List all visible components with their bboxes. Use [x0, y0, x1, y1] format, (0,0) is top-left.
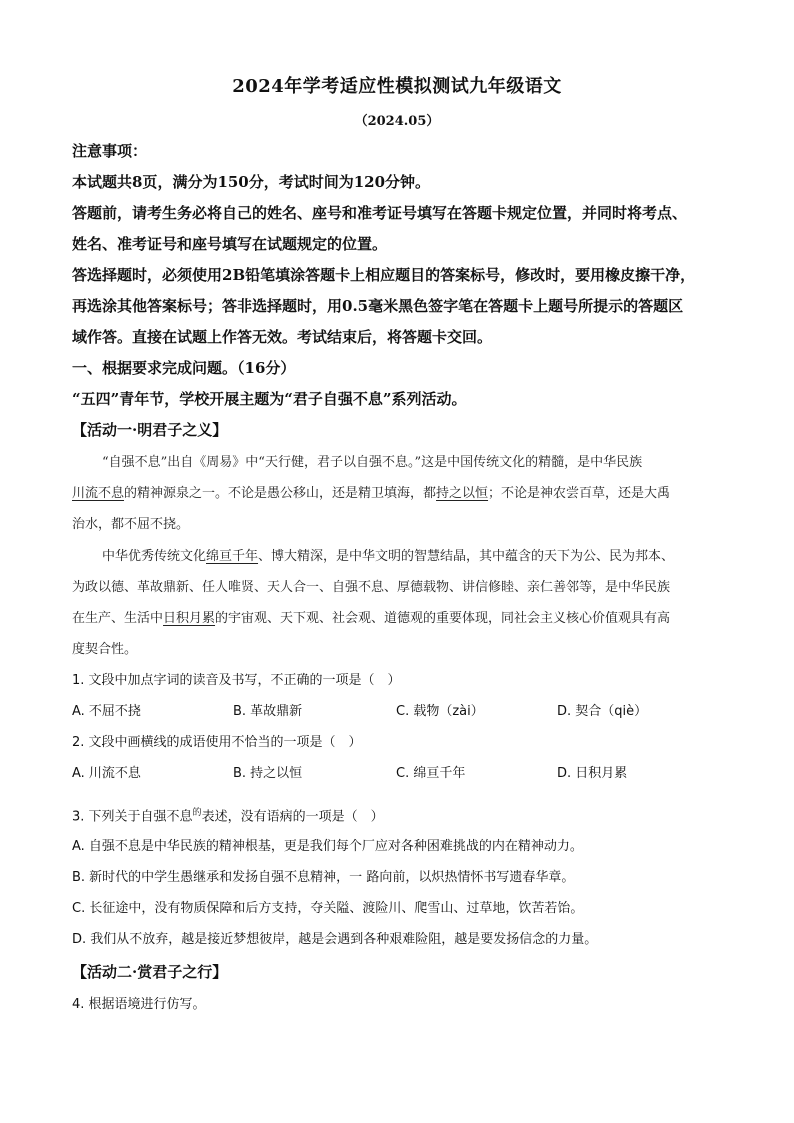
passage-line: 川流不息的精神源泉之一。不论是愚公移山，还是精卫填海，都持之以恒；不论是神农尝百草，还是大禹 — [72, 486, 671, 501]
question-3-option-c[interactable]: C. 长征途中，没有物质保障和后方支持，夺关隘、渡险川、爬雪山、过草地，饮苦若饴。 — [72, 901, 584, 916]
question-2-option-a[interactable]: A. 川流不息 — [72, 766, 141, 781]
notice-line: 答选择题时，必须使用2B铅笔填涂答题卡上相应题目的答案标号，修改时，要用橡皮擦干净， — [72, 266, 696, 284]
question-4-stem: 4. 根据语境进行仿写。 — [72, 997, 206, 1012]
notice-line: 本试题共8页，满分为150分，考试时间为120分钟。 — [72, 173, 431, 191]
question-2-stem: 2. 文段中画横线的成语使用不恰当的一项是（ ） — [72, 735, 362, 750]
notice-heading: 注意事项： — [72, 142, 148, 160]
exam-date: （2024.05） — [354, 114, 440, 129]
question-3-stem: 3. 下列关于自强不息$^的$表述，没有语病的一项是（ ） — [72, 808, 384, 825]
question-1-stem: 1. 文段中加点字词的读音及书写，不正确的一项是（ ） — [72, 673, 401, 688]
question-1-option-b[interactable]: B. 革故鼎新 — [233, 704, 303, 719]
underlined-idiom: 持之以恒 — [436, 486, 489, 501]
underlined-idiom: 川流不息 — [72, 486, 125, 501]
activity-heading: 【活动二·赏君子之行】 — [72, 963, 228, 981]
passage-line: 为政以德、革故鼎新、任人唯贤、天人合一、自强不息、厚德载物、讲信修睦、亲仁善邻等，是中华民族 — [72, 580, 671, 595]
question-2-option-c[interactable]: C. 绵亘千年 — [396, 766, 466, 781]
notice-line: 再选涂其他答案标号；答非选择题时，用0.5毫米黑色签字笔在答题卡上题号所提示的答题区 — [72, 297, 684, 315]
notice-line: 域作答。直接在试题上作答无效。考试结束后，将答题卡交回。 — [72, 328, 493, 346]
underlined-idiom: 绵亘千年 — [206, 549, 259, 564]
activity-heading: 【活动一·明君子之义】 — [72, 421, 228, 439]
underlined-idiom: 日积月累 — [163, 611, 216, 626]
question-2-option-d[interactable]: D. 日积月累 — [557, 766, 628, 781]
exam-title: 2024年学考适应性模拟测试九年级语文 — [232, 76, 562, 97]
question-3-option-b[interactable]: B. 新时代的中学生愚继承和发扬自强不息精神，一 路向前，以炽热情怀书写遗春华章。 — [72, 870, 575, 885]
question-3-option-d[interactable]: D. 我们从不放弃，越是接近梦想彼岸，越是会遇到各种艰难险阻，越是要发扬信念的力量。 — [72, 932, 598, 947]
passage-line: 度契合性。 — [72, 642, 138, 657]
question-1-option-a[interactable]: A. 不屈不挠 — [72, 704, 141, 719]
notice-line: 答题前，请考生务必将自己的姓名、座号和准考证号填写在答题卡规定位置，并同时将考点、 — [72, 204, 688, 222]
question-1-option-c[interactable]: C. 载物（zài） — [396, 704, 484, 719]
question-3-option-a[interactable]: A. 自强不息是中华民族的精神根基，更是我们每个厂应对各种困难挑战的内在精神动力。 — [72, 839, 583, 854]
passage-line: 在生产、生活中日积月累的宇宙观、天下观、社会观、道德观的重要体现，同社会主义核心价值观具有高 — [72, 611, 671, 626]
section-intro: “五四”青年节，学校开展主题为“君子自强不息”系列活动。 — [72, 390, 467, 408]
notice-line: 姓名、准考证号和座号填写在试题规定的位置。 — [72, 235, 388, 253]
passage-line: 中华优秀传统文化绵亘千年、博大精深，是中华文明的智慧结晶，其中蕴含的天下为公、民为邦本、 — [102, 549, 675, 564]
question-2-option-b[interactable]: B. 持之以恒 — [233, 766, 303, 781]
passage-line: “自强不息”出自《周易》中“天行健，君子以自强不息。”这是中国传统文化的精髓，是中华民族 — [102, 455, 643, 470]
question-1-option-d[interactable]: D. 契合（qiè） — [557, 704, 648, 719]
passage-line: 治水，都不屈不挠。 — [72, 517, 190, 532]
section-heading: 一、根据要求完成问题。（16分） — [72, 359, 296, 377]
